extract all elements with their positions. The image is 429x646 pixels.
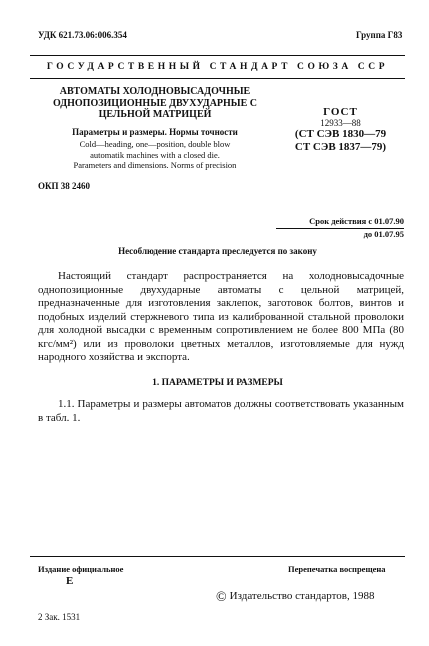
okp-code: ОКП 38 2460 [38, 181, 91, 191]
copyright-icon: © [216, 590, 227, 605]
validity-from: Срок действия с 01.07.90 [309, 216, 404, 226]
title-line-3: ЦЕЛЬНОЙ МАТРИЦЕЙ [98, 109, 212, 120]
gost-designation [283, 106, 398, 154]
english-title-line-1: Cold—heading, one—position, double blow [79, 139, 231, 149]
banner-rule [30, 78, 405, 79]
st-sev-1: (СТ СЭВ 1830—79 [294, 128, 387, 140]
copyright-line [216, 590, 374, 606]
section-heading: 1. ПАРАМЕТРЫ И РАЗМЕРЫ [152, 378, 283, 388]
official-edition: Издание официальное [38, 564, 124, 574]
legal-warning: Несоблюдение стандарта преследуется по закону [118, 246, 317, 256]
group-code: Группа Г83 [356, 30, 403, 40]
edition-mark: E [66, 575, 74, 587]
english-title [40, 139, 270, 171]
english-title-line-2: automatik machines with a closed die. [90, 149, 220, 160]
clause-1-1: 1.1. Параметры и размеры автоматов должны соответствовать указанным в табл. 1. [38, 398, 404, 424]
gost-label: ГОСТ [323, 106, 358, 118]
top-rule [30, 55, 405, 56]
document-subtitle: Параметры и размеры. Нормы точности [72, 127, 238, 137]
reprint-notice: Перепечатка воспрещена [288, 564, 386, 574]
copyright-text: Издательство стандартов, 1988 [229, 590, 375, 602]
footer-rule [30, 556, 405, 557]
order-number: 2 Зак. 1531 [38, 612, 81, 622]
udk-code: УДК 621.73.06:006.354 [38, 30, 127, 40]
document-title [40, 86, 270, 121]
english-title-line-3: Parameters and dimensions. Norms of precision [73, 160, 237, 170]
title-line-2: ОДНОПОЗИЦИОННЫЕ ДВУХУДАРНЫЕ С [52, 97, 258, 109]
validity-to: до 01.07.95 [276, 228, 404, 239]
title-line-1: АВТОМАТЫ ХОЛОДНОВЫСАДОЧНЫЕ [59, 86, 251, 97]
validity-period [276, 216, 404, 239]
standard-banner: ГОСУДАРСТВЕННЫЙ СТАНДАРТ СОЮЗА ССР [46, 62, 389, 72]
intro-paragraph: Настоящий стандарт распространяется на холодновысадочные однопозиционные двухударные автоматы с цельной матрицей, предназначенные для изготовления заклепок, заготовок болтов, винтов и подобных изделий стержневого типа из калиброванной стальной проволоки для холодной высадки с временным сопротивлением не более 800 МПа (80 кгс/мм²) или из проволоки цветных металлов, изготовляемые для нужд народного хозяйства и экспорта. [38, 270, 404, 363]
st-sev-2: СТ СЭВ 1837—79) [294, 141, 387, 153]
gost-number: 12933—88 [320, 118, 361, 128]
